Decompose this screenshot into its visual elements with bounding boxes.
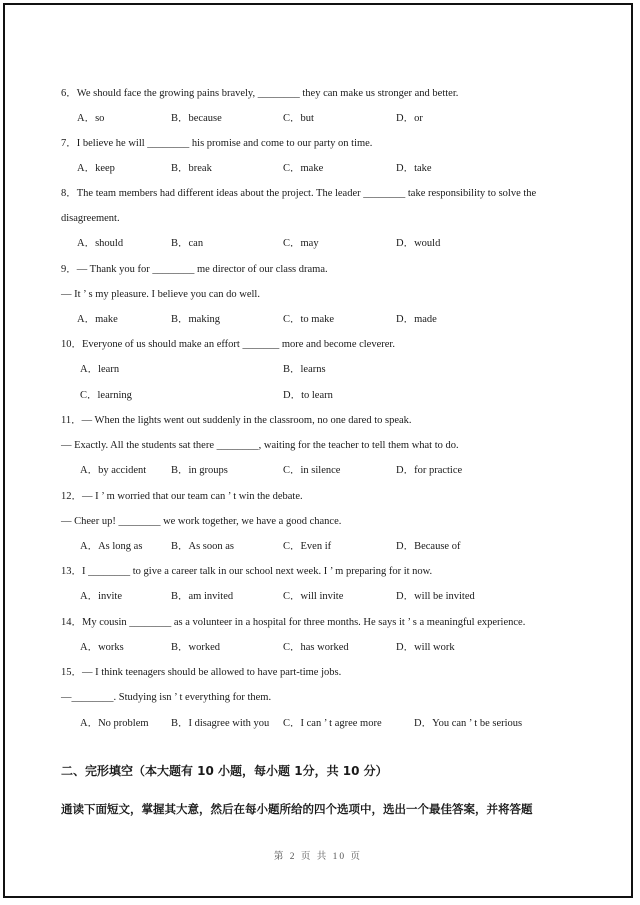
exam-page [3, 3, 633, 898]
q11-option-b: B．in groups [171, 465, 228, 476]
q9-option-c: C．to make [283, 314, 335, 325]
question-11-reply: — Exactly. All the students sat there ________, waiting for the teacher to tell them what to do. [61, 440, 459, 451]
q13-option-a: A．invite [80, 591, 122, 602]
question-7-text: 7．I believe he will ________ his promise and come to our party on time. [61, 138, 373, 149]
q6-option-b: B．because [171, 113, 222, 124]
question-11-text: 11．— When the lights went out suddenly in the classroom, no one dared to speak. [61, 415, 412, 426]
q7-option-d: D．take [396, 163, 432, 174]
question-13-text: 13．I ________ to give a career talk in our school next week. I ’ m preparing for it now. [61, 566, 433, 577]
q9-option-d: D．made [396, 314, 437, 325]
question-10-text: 10．Everyone of us should make an effort _______ more and become cleverer. [61, 339, 395, 350]
q6-option-c: C．but [283, 113, 314, 124]
q13-option-c: C．will invite [283, 591, 344, 602]
q11-option-d: D．for practice [396, 465, 463, 476]
question-9-text: 9．— Thank you for ________ me director of our class drama. [61, 264, 328, 275]
q10-option-a: A．learn [80, 364, 120, 375]
q15-option-c: C．I can ’ t agree more [283, 718, 382, 729]
q14-option-c: C．has worked [283, 642, 349, 653]
q7-option-a: A．keep [77, 163, 115, 174]
q10-option-c: C．learning [80, 390, 132, 401]
q8-option-d: D．would [396, 238, 441, 249]
q8-option-b: B．can [171, 238, 204, 249]
q9-option-a: A．make [77, 314, 118, 325]
question-6-text: 6．We should face the growing pains bravely, ________ they can make us stronger and better. [61, 88, 459, 99]
question-15-reply: —________. Studying isn ’ t everything for them. [61, 692, 272, 703]
question-8-text-cont: disagreement. [61, 213, 120, 224]
section-title: 二、完形填空（本大题有 10 小题，每小题 1分，共 10 分） [61, 764, 388, 778]
q14-option-b: B．worked [171, 642, 220, 653]
page-footer: 第 2 页 共 10 页 [273, 852, 363, 862]
q15-option-d: D．You can ’ t be serious [414, 718, 523, 729]
section-instruction: 通读下面短文，掌握其大意，然后在每小题所给的四个选项中，选出一个最佳答案，并将答题 [61, 802, 533, 816]
q12-option-c: C．Even if [283, 541, 332, 552]
q8-option-c: C．may [283, 238, 319, 249]
q11-option-a: A．by accident [80, 465, 147, 476]
q7-option-b: B．break [171, 163, 212, 174]
q11-option-c: C．in silence [283, 465, 341, 476]
q6-option-a: A．so [77, 113, 105, 124]
question-8-text: 8．The team members had different ideas about the project. The leader ________ take responsibility to solve the [61, 188, 537, 199]
question-9-reply: — It ’ s my pleasure. I believe you can do well. [61, 289, 260, 300]
question-12-text: 12．— I ’ m worried that our team can ’ t win the debate. [61, 491, 303, 502]
q8-option-a: A．should [77, 238, 124, 249]
q12-option-d: D．Because of [396, 541, 461, 552]
q12-option-a: A．As long as [80, 541, 143, 552]
q13-option-b: B．am invited [171, 591, 234, 602]
q7-option-c: C．make [283, 163, 324, 174]
q9-option-b: B．making [171, 314, 220, 325]
q14-option-d: D．will work [396, 642, 455, 653]
q15-option-a: A．No problem [80, 718, 149, 729]
question-15-text: 15．— I think teenagers should be allowed to have part-time jobs. [61, 667, 342, 678]
q6-option-d: D．or [396, 113, 423, 124]
q10-option-d: D．to learn [283, 390, 333, 401]
q15-option-b: B．I disagree with you [171, 718, 270, 729]
question-14-text: 14．My cousin ________ as a volunteer in a hospital for three months. He says it ’ s a meaningful experience. [61, 617, 526, 628]
q10-option-b: B．learns [283, 364, 326, 375]
question-12-reply: — Cheer up! ________ we work together, we have a good chance. [61, 516, 342, 527]
q13-option-d: D．will be invited [396, 591, 475, 602]
q14-option-a: A．works [80, 642, 124, 653]
q12-option-b: B．As soon as [171, 541, 235, 552]
